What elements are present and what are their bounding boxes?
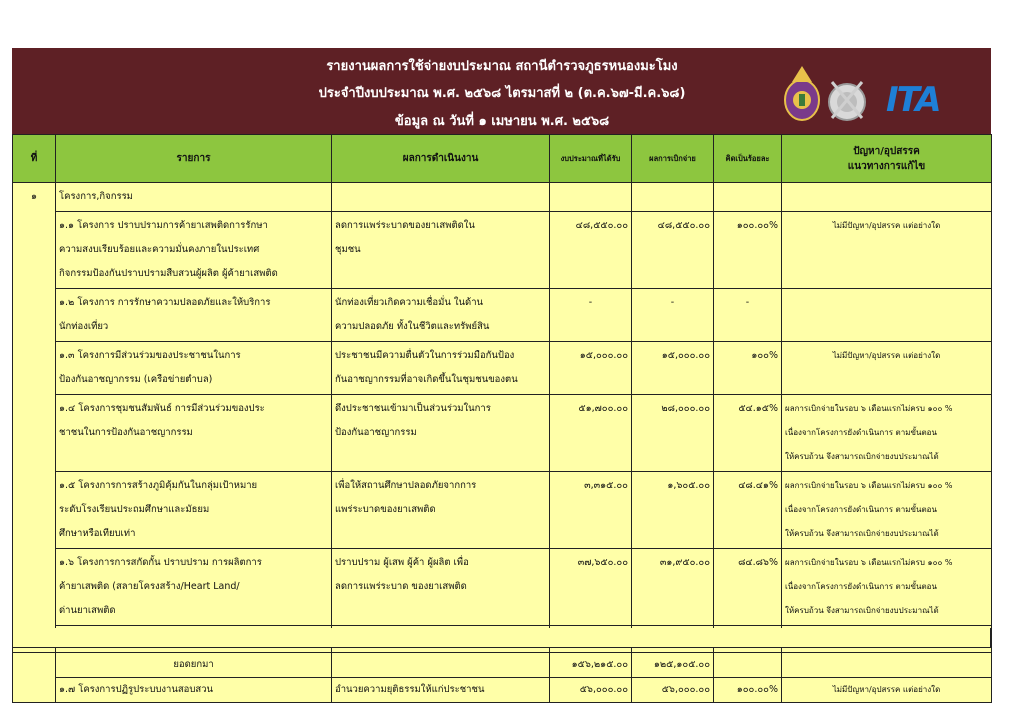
row-budget: ๓๗,๖๕๐.๐๐ (550, 549, 632, 626)
table-row (13, 289, 992, 342)
row-spent: ๓๑,๙๕๐.๐๐ (632, 549, 714, 626)
report-title: รายงานผลการใช้จ่ายงบประมาณ สถานีตำรวจภูธรหนองมะโมง (326, 59, 678, 74)
row-percent: ๑๐๐.๐๐% (714, 212, 782, 289)
logo-group (782, 64, 982, 126)
budget-table (12, 134, 992, 655)
col-header-no: ที่ (13, 135, 56, 183)
budget-table-continued (12, 652, 992, 703)
table-row (13, 678, 992, 703)
row-note: ผลการเบิกจ่ายในรอบ ๖ เดือนแรกไม่ครบ ๑๐๐ % เนื่องจากโครงการยังดำเนินการ ตามขั้นตอน ให้ครบถ้วน จึงสามารถเบิกจ่ายงบประมาณได้ (782, 549, 992, 626)
row-result: ประชาชนมีความตื่นตัวในการร่วมมือกันป้อง กันอาชญากรรมที่อาจเกิดขึ้นในชุมชนของตน (332, 342, 550, 395)
carry-label: ยอดยกมา (56, 653, 332, 678)
row-percent: ๕๔.๑๕% (714, 395, 782, 472)
row-percent: ๘๔.๘๖% (714, 549, 782, 626)
police-emblem-icon (782, 64, 822, 122)
row-note: ผลการเบิกจ่ายในรอบ ๖ เดือนแรกไม่ครบ ๑๐๐ % เนื่องจากโครงการยังดำเนินการ ตามขั้นตอน ให้ครบถ้วน จึงสามารถเบิกจ่ายงบประมาณได้ (782, 395, 992, 472)
row-budget: ๕๖,๐๐๐.๐๐ (550, 678, 632, 703)
row-result: ปราบปราม ผู้เสพ ผู้ค้า ผู้ผลิต เพื่อ ลดการแพร่ระบาด ของยาเสพติด (332, 549, 550, 626)
ita-logo: ITA (886, 80, 940, 120)
carry-forward-row (13, 653, 992, 678)
section-row (13, 183, 992, 212)
row-note: ไม่มีปัญหา/อุปสรรค แต่อย่างใด (782, 342, 992, 395)
row-item: ๑.๔ โครงการชุมชนสัมพันธ์ การมีส่วนร่วมของประ ชาชนในการป้องกันอาชญากรรม (56, 395, 332, 472)
row-spent: - (632, 289, 714, 342)
row-item: ๑.๕ โครงการการสร้างภูมิคุ้มกันในกลุ่มเป้าหมาย ระดับโรงเรียนประถมศึกษาและมัธยม ศึกษาหรือเทียบเท่า (56, 472, 332, 549)
carry-budget: ๑๕๖,๒๑๕.๐๐ (550, 653, 632, 678)
row-item: ๑.๒ โครงการ การรักษาความปลอดภัยและให้บริการ นักท่องเที่ยว (56, 289, 332, 342)
col-header-percent: คิดเป็นร้อยละ (714, 135, 782, 183)
row-item: ๑.๗ โครงการปฏิรูประบบงานสอบสวน (56, 678, 332, 703)
table-row (13, 395, 992, 472)
row-budget: ๑๕,๐๐๐.๐๐ (550, 342, 632, 395)
problem-header-line1: ปัญหา/อุปสรรค (853, 145, 920, 157)
row-percent: ๑๐๐% (714, 342, 782, 395)
row-percent: - (714, 289, 782, 342)
row-note: ไม่มีปัญหา/อุปสรรค แต่อย่างใด (782, 678, 992, 703)
row-note: ผลการเบิกจ่ายในรอบ ๖ เดือนแรกไม่ครบ ๑๐๐ % เนื่องจากโครงการยังดำเนินการ ตามขั้นตอน ให้ครบถ้วน จึงสามารถเบิกจ่ายงบประมาณได้ (782, 472, 992, 549)
row-spent: ๕๖,๐๐๐.๐๐ (632, 678, 714, 703)
row-note: ไม่มีปัญหา/อุปสรรค แต่อย่างใด (782, 212, 992, 289)
report-subtitle: ประจำปีงบประมาณ พ.ศ. ๒๕๖๘ ไตรมาสที่ ๒ (ต.ค.๖๗-มี.ค.๖๘) (318, 86, 686, 101)
row-item: ๑.๓ โครงการมีส่วนร่วมของประชาชนในการ ป้องกันอาชญากรรม (เครือข่ายตำบล) (56, 342, 332, 395)
row-percent: ๔๘.๔๑% (714, 472, 782, 549)
carry-spent: ๑๒๕,๑๐๕.๐๐ (632, 653, 714, 678)
report-date: ข้อมูล ณ วันที่ ๑ เมษายน พ.ศ. ๒๕๖๘ (394, 114, 610, 129)
row-spent: ๑๕,๐๐๐.๐๐ (632, 342, 714, 395)
col-header-problem (782, 135, 992, 183)
row-budget: ๕๑,๗๐๐.๐๐ (550, 395, 632, 472)
row-percent: ๑๐๐.๐๐% (714, 678, 782, 703)
section-title: โครงการ,กิจกรรม (56, 183, 332, 212)
section-number: ๑ (13, 183, 56, 655)
seal-badge-icon (826, 78, 868, 122)
row-result: อำนวยความยุติธรรมให้แก่ประชาชน (332, 678, 550, 703)
row-budget: ๓,๓๑๕.๐๐ (550, 472, 632, 549)
row-result: ดึงประชาชนเข้ามาเป็นส่วนร่วมในการ ป้องกันอาชญากรรม (332, 395, 550, 472)
table-row (13, 212, 992, 289)
row-budget: - (550, 289, 632, 342)
row-result: นักท่องเที่ยวเกิดความเชื่อมั่น ในด้าน ความปลอดภัย ทั้งในชีวิตและทรัพย์สิน (332, 289, 550, 342)
report-header (12, 48, 991, 134)
row-item: ๑.๑ โครงการ ปราบปรามการค้ายาเสพติดการรักษา ความสงบเรียบร้อยและความมั่นคงภายในประเทศ กิจกรรมป้องกันปราบปรามสืบสวนผู้ผลิต ผู้ค้ายาเสพติด (56, 212, 332, 289)
row-spent: ๒๘,๐๐๐.๐๐ (632, 395, 714, 472)
row-spent: ๑,๖๐๕.๐๐ (632, 472, 714, 549)
row-result: เพื่อให้สถานศึกษาปลอดภัยจากการ แพร่ระบาดของยาเสพติด (332, 472, 550, 549)
table-row (13, 472, 992, 549)
problem-header-line2: แนวทางการแก้ไข (847, 160, 926, 172)
col-header-result: ผลการดำเนินงาน (332, 135, 550, 183)
row-budget: ๔๘,๕๕๐.๐๐ (550, 212, 632, 289)
row-item: ๑.๖ โครงการการสกัดกั้น ปราบปราม การผลิตการ ค้ายาเสพติด (สลายโครงสร้าง/Heart Land/ ด่านยาเสพติด (56, 549, 332, 626)
row-spent: ๔๘,๕๕๐.๐๐ (632, 212, 714, 289)
col-header-budget: งบประมาณที่ได้รับ (550, 135, 632, 183)
table-gap (12, 628, 991, 648)
table-row (13, 549, 992, 626)
table-row (13, 342, 992, 395)
col-header-item: รายการ (56, 135, 332, 183)
row-note (782, 289, 992, 342)
col-header-spent: ผลการเบิกจ่าย (632, 135, 714, 183)
row-result: ลดการแพร่ระบาดของยาเสพติดใน ชุมชน (332, 212, 550, 289)
